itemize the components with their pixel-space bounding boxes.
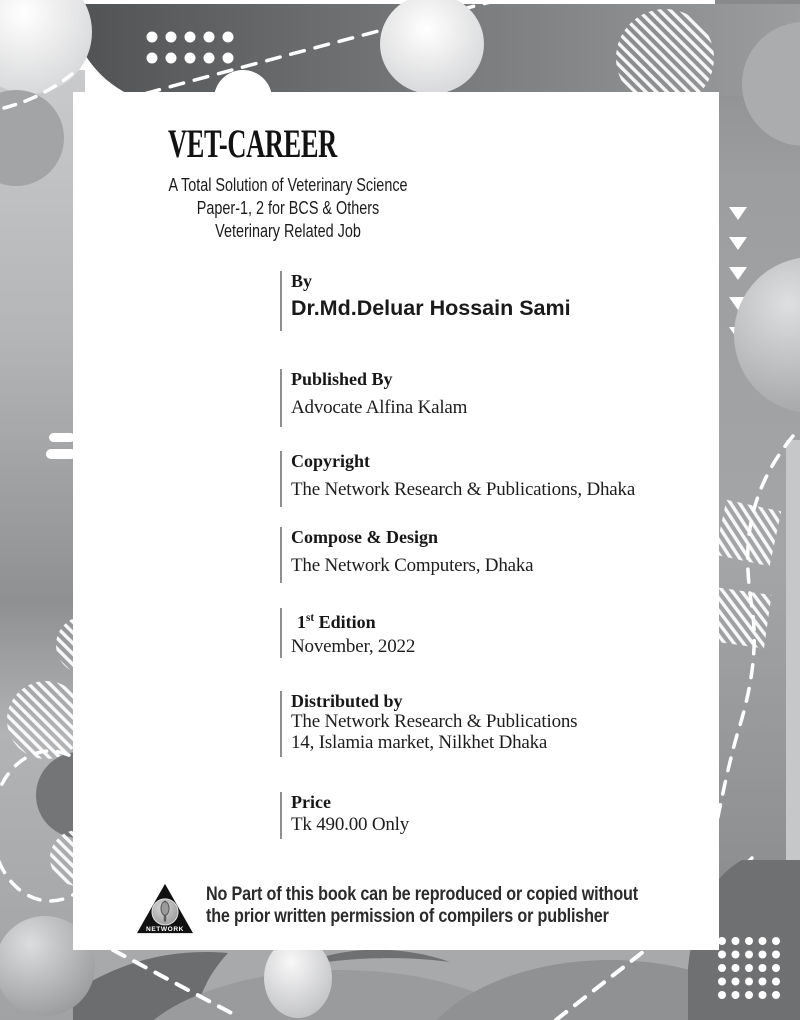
copyright-notice (136, 878, 696, 938)
subtitle-line-2: Paper-1, 2 for BCS & Others (196, 198, 380, 218)
author-name: Dr.Md.Deluar Hossain Sami (291, 296, 571, 320)
notice-line-1: No Part of this book can be reproduced or copied without (206, 884, 638, 905)
by-label: By (291, 271, 313, 291)
section-published-by (280, 369, 467, 427)
notice-line-2: the prior written permission of compilers or publisher (206, 905, 609, 927)
section-by (280, 271, 571, 331)
subtitle-line-1: A Total Solution of Veterinary Science (168, 175, 408, 195)
network-logo (136, 880, 194, 938)
section-compose-design (280, 527, 533, 583)
price-value: Tk 490.00 Only (291, 814, 410, 835)
edition-label: 1st Edition (297, 612, 376, 632)
section-distributed-by (280, 691, 577, 757)
distributor-name: The Network Research & Publications (291, 711, 578, 732)
book-subtitle (148, 174, 428, 243)
section-edition (280, 608, 415, 658)
copyright-holder: The Network Research & Publications, Dhaka (291, 479, 636, 500)
compose-design-value: The Network Computers, Dhaka (291, 555, 534, 576)
section-copyright (280, 451, 635, 507)
bg-right-edge-strip (786, 440, 800, 870)
subtitle-line-3: Veterinary Related Job (215, 221, 361, 241)
compose-design-label: Compose & Design (291, 527, 438, 547)
edition-ordinal: st (306, 612, 315, 624)
book-title: VET-CAREER (168, 121, 337, 166)
distributor-address: 14, Islamia market, Nilkhet Dhaka (291, 732, 548, 753)
price-label: Price (291, 792, 331, 812)
section-price (280, 792, 409, 839)
copyright-label: Copyright (291, 451, 371, 471)
distributed-by-label: Distributed by (291, 691, 403, 711)
page-sheet (73, 92, 719, 950)
logo-text: NETWORK (146, 926, 184, 934)
notice-text (206, 884, 638, 927)
published-by-label: Published By (291, 369, 393, 389)
edition-date: November, 2022 (291, 636, 416, 657)
publisher-name: Advocate Alfina Kalam (291, 397, 468, 418)
